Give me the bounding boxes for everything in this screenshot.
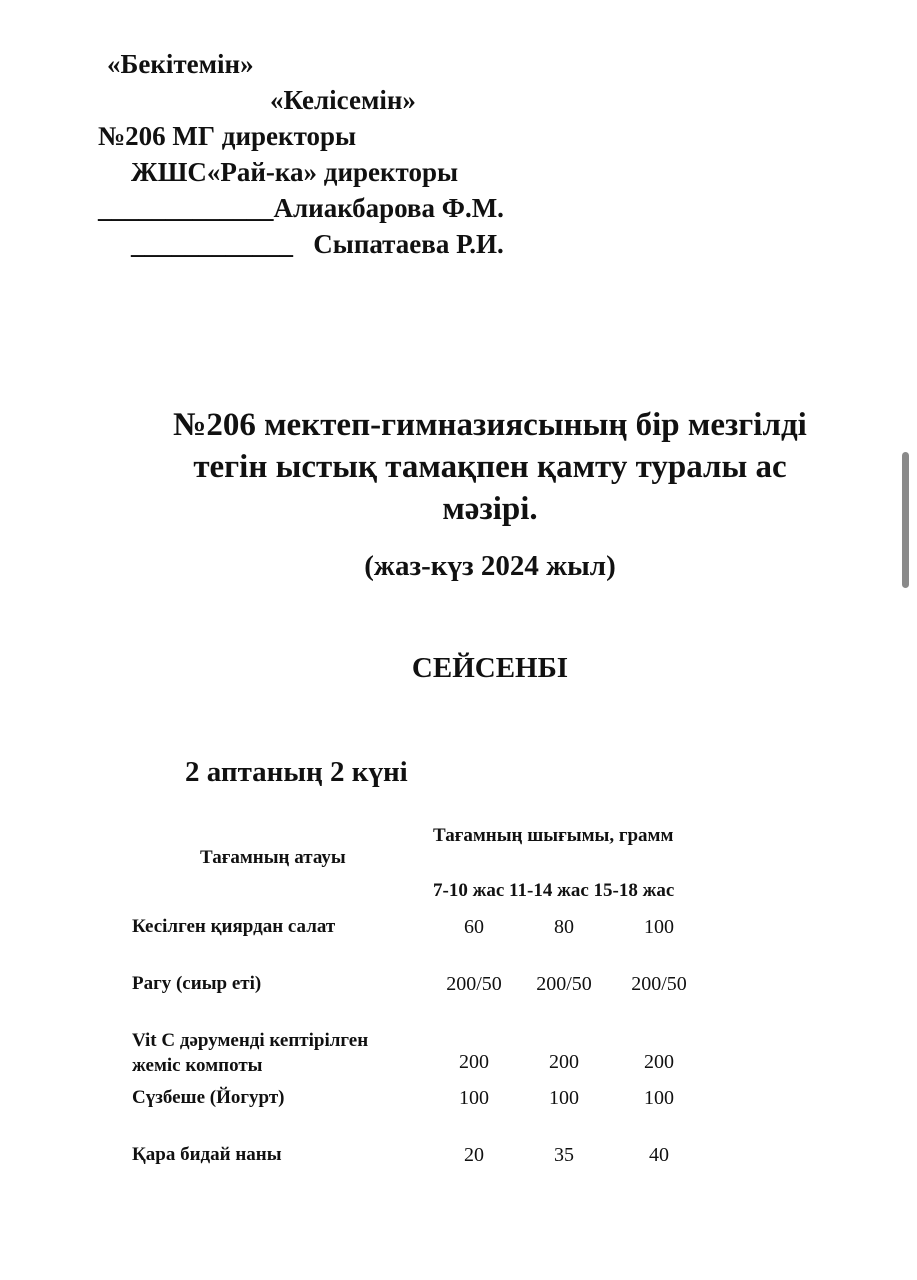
yield-15-18: 100: [644, 916, 674, 938]
signature-line-1: _____________Алиакбарова Ф.М.: [98, 193, 504, 223]
title-line-3: мәзірі.: [442, 491, 538, 527]
yield-11-14: 80: [554, 916, 574, 938]
yield-11-14: 200/50: [536, 973, 592, 995]
yield-7-10: 100: [459, 1087, 489, 1109]
agree-label: «Келісемін»: [270, 85, 416, 115]
yield-7-10: 200/50: [446, 973, 502, 995]
yield-7-10: 20: [464, 1144, 484, 1166]
age-groups-header: 7-10 жас 11-14 жас 15-18 жас: [433, 880, 675, 901]
season-subtitle: (жаз-күз 2024 жыл): [364, 550, 616, 582]
approve-label: «Бекітемін»: [107, 49, 254, 79]
yield-11-14: 200: [549, 1051, 579, 1073]
dish-name-header: Тағамның атауы: [200, 847, 346, 868]
week-day-label: 2 аптаның 2 күні: [185, 756, 408, 788]
dish-name: Кесілген қиярдан салат: [132, 916, 336, 937]
dish-name-line-2: жеміс компоты: [132, 1055, 263, 1076]
yield-11-14: 100: [549, 1087, 579, 1109]
document-title: [120, 404, 860, 530]
yield-15-18: 200: [644, 1051, 674, 1073]
dish-name-line-1: Vit C дәруменді кептірілген: [132, 1030, 369, 1051]
yield-7-10: 200: [459, 1051, 489, 1073]
title-line-1: №206 мектеп-гимназиясының бір мезгілді: [173, 407, 807, 443]
company-director-label: ЖШС«Рай-ка» директоры: [131, 157, 459, 187]
vertical-scrollbar[interactable]: [902, 452, 909, 588]
yield-15-18: 40: [649, 1144, 669, 1166]
dish-name: Қара бидай наны: [132, 1144, 282, 1165]
day-name: СЕЙСЕНБІ: [411, 652, 569, 684]
yield-7-10: 60: [464, 916, 484, 938]
yield-15-18: 200/50: [631, 973, 687, 995]
dish-name: Рагу (сиыр еті): [132, 973, 262, 994]
yield-header: Тағамның шығымы, грамм: [433, 825, 674, 846]
yield-11-14: 35: [554, 1144, 574, 1166]
yield-15-18: 100: [644, 1087, 674, 1109]
title-line-2: тегін ыстық тамақпен қамту туралы ас: [193, 449, 787, 485]
signature-line-2: ____________ Сыпатаева Р.И.: [131, 229, 504, 259]
school-director-label: №206 МГ директоры: [98, 121, 357, 151]
dish-name: Сүзбеше (Йогурт): [132, 1087, 285, 1108]
